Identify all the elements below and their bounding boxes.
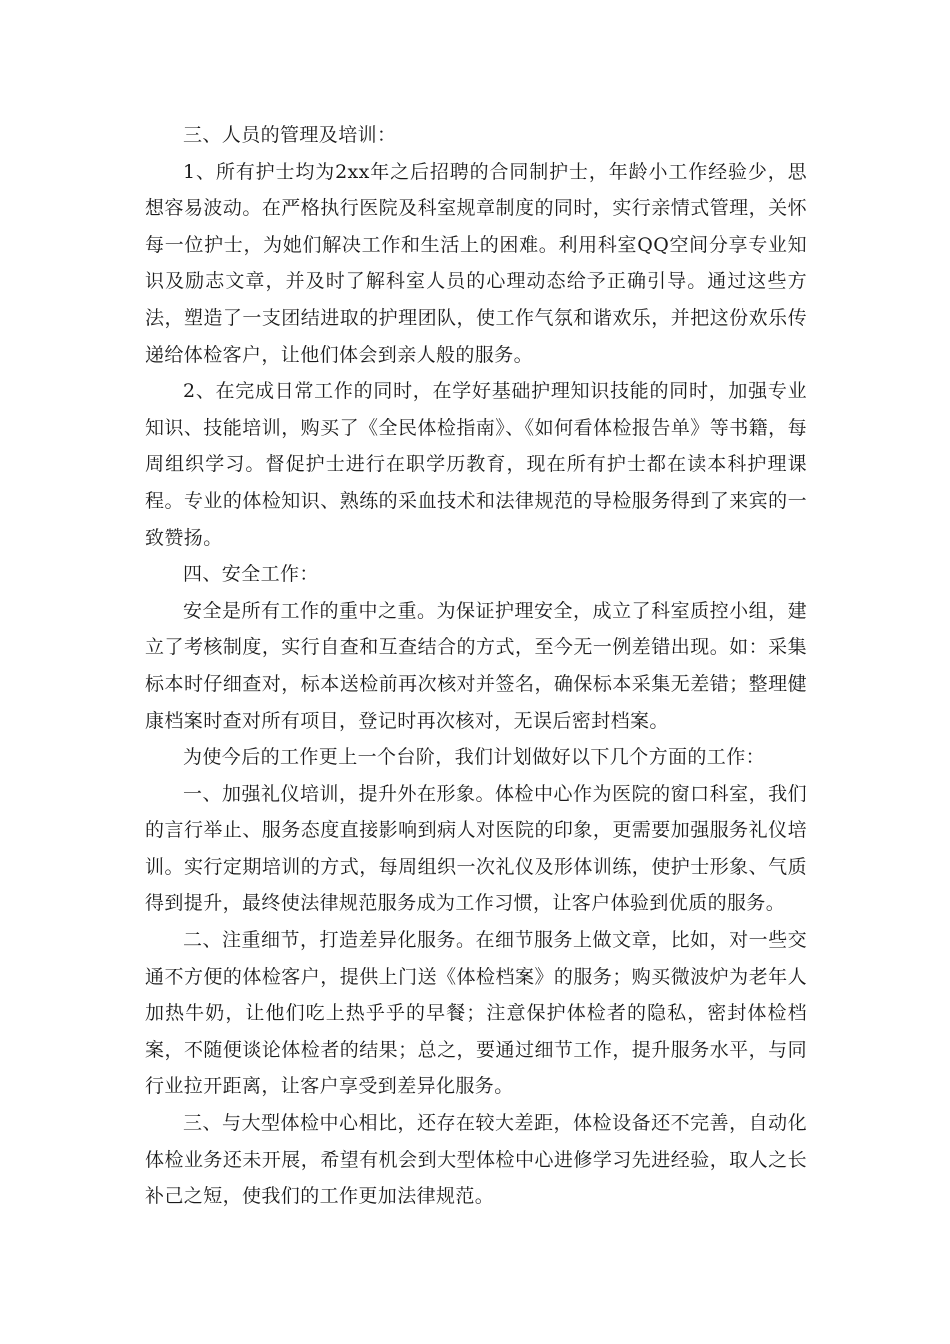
- document-body: [145, 117, 807, 1215]
- heading-safety-work: 四、安全工作：: [183, 563, 319, 586]
- paragraph-training: 2、在完成日常工作的同时，在学好基础护理知识技能的同时，加强专业知识、技能培训，购买了《全民体检指南》、《如何看体检报告单》等书籍，每周组织学习。督促护士进行在职学历教育，现在所有护士都在读本科护理课程。专业的体检知识、熟练的采血技术和法律规范的导检服务得到了来宾的一致赞扬。: [145, 380, 807, 549]
- paragraph-plan-details: 二、注重细节，打造差异化服务。在细节服务上做文章，比如，对一些交通不方便的体检客户，提供上门送《体检档案》的服务；购买微波炉为老年人加热牛奶，让他们吃上热乎乎的早餐；注意保护体检者的隐私，密封体检档案，不随便谈论体检者的结果；总之，要通过细节工作，提升服务水平，与同行业拉开距离，让客户享受到差异化服务。: [145, 929, 807, 1098]
- paragraph-future-plan-intro: 为使今后的工作更上一个台阶，我们计划做好以下几个方面的工作：: [183, 746, 766, 769]
- paragraph-safety: 安全是所有工作的重中之重。为保证护理安全，成立了科室质控小组，建立了考核制度，实行自查和互查结合的方式，至今无一例差错出现。如：采集标本时仔细查对，标本送检前再次核对并签名，确保标本采集无差错；整理健康档案时查对所有项目，登记时再次核对，无误后密封档案。: [145, 599, 807, 732]
- paragraph-plan-learning: 三、与大型体检中心相比，还存在较大差距，体检设备还不完善，自动化体检业务还未开展，希望有机会到大型体检中心进修学习先进经验，取人之长补己之短，使我们的工作更加法律规范。: [145, 1112, 807, 1208]
- paragraph-plan-etiquette: 一、加强礼仪培训，提升外在形象。体检中心作为医院的窗口科室，我们的言行举止、服务态度直接影响到病人对医院的印象，更需要加强服务礼仪培训。实行定期培训的方式，每周组织一次礼仪及形体训练，使护士形象、气质得到提升，最终使法律规范服务成为工作习惯，让客户体验到优质的服务。: [145, 782, 807, 915]
- heading-staff-management: 三、人员的管理及培训：: [183, 124, 397, 146]
- paragraph-nurse-management: 1、所有护士均为2xx年之后招聘的合同制护士，年龄小工作经验少，思想容易波动。在严格执行医院及科室规章制度的同时，实行亲情式管理，关怀每一位护士，为她们解决工作和生活上的困难。利用科室QQ空间分享专业知识及励志文章，并及时了解科室人员的心理动态给予正确引导。通过这些方法，塑造了一支团结进取的护理团队，使工作气氛和谐欢乐，并把这份欢乐传递给体检客户，让他们体会到亲人般的服务。: [145, 160, 807, 366]
